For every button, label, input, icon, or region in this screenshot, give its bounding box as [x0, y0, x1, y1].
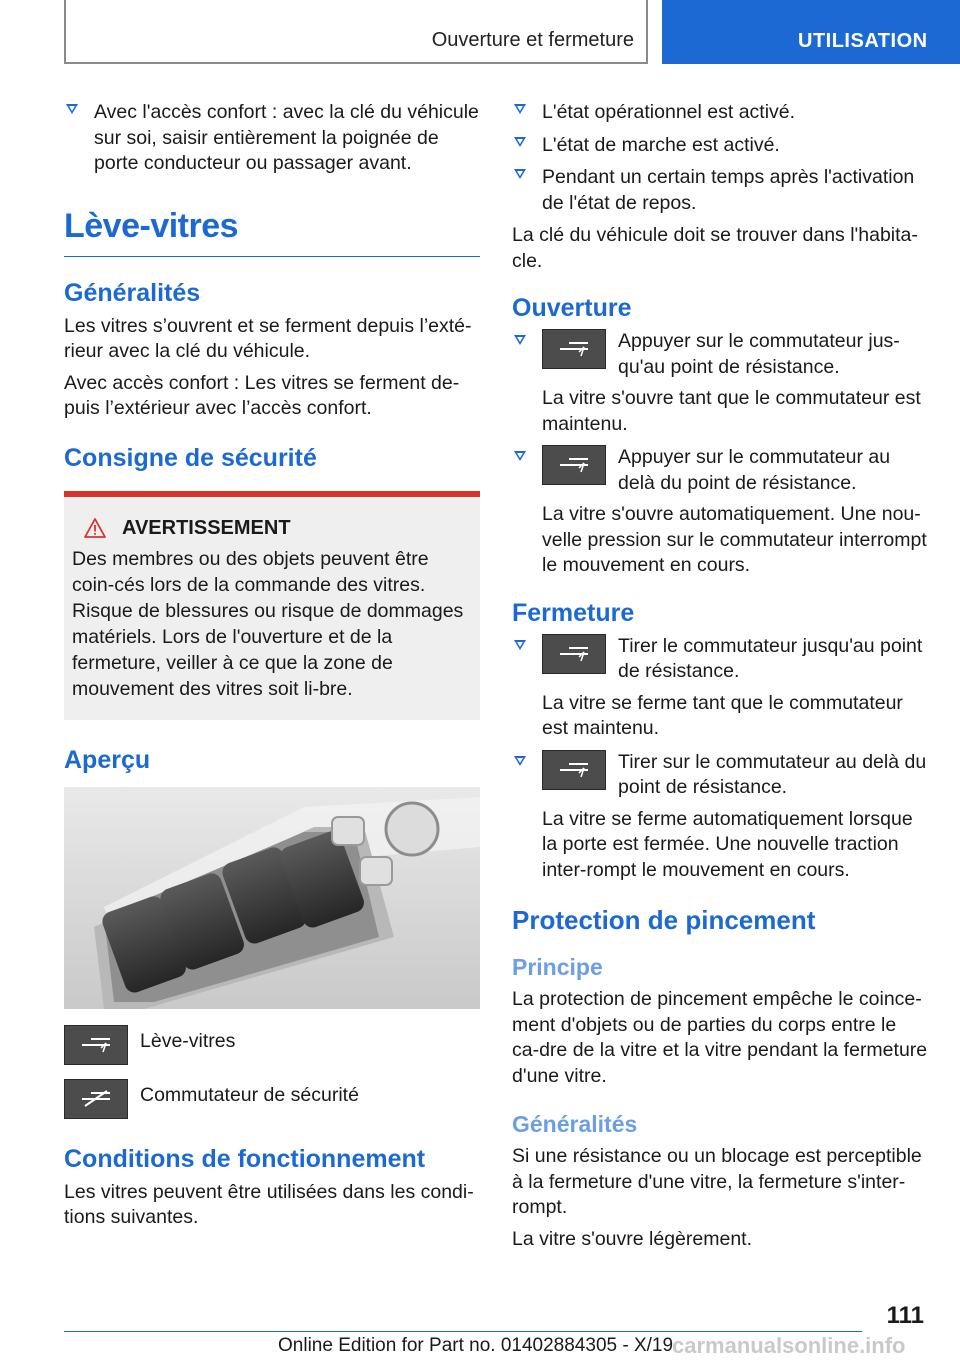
conditions-list — [512, 100, 928, 216]
general-heading: Généralités — [64, 278, 201, 307]
safety-switch-icon — [64, 1079, 128, 1119]
window-switch-icon — [542, 445, 606, 485]
step-action: Tirer sur le commutateur au delà du point de résistance. — [618, 750, 927, 798]
window-switch-icon — [542, 634, 606, 674]
right-general-paragraph-1: Si une résistance ou un blocage est perceptible à la fermeture d'une vitre, la fermeture s'inter-rompt. — [512, 1145, 922, 1218]
intro-list — [64, 100, 480, 177]
window-switch-photo — [64, 787, 480, 1009]
principle-heading: Principe — [512, 954, 603, 980]
step-action: Appuyer sur le commutateur jus-qu'au point de résistance. — [618, 330, 900, 378]
legend-label: Lève-vitres — [140, 1029, 236, 1052]
legend-item-safety-switch — [64, 1079, 480, 1119]
window-switch-icon — [542, 750, 606, 790]
step-result: La vitre se ferme automatiquement lorsque la porte est fermée. Une nouvelle traction inter-rompt le mouvement en cours. — [542, 807, 913, 881]
closing-heading: Fermeture — [512, 598, 635, 627]
step-action: Tirer le commutateur jusqu'au point de résistance. — [618, 634, 923, 682]
bullet-triangle-icon — [514, 451, 526, 461]
legend-label: Commutateur de sécurité — [140, 1083, 359, 1106]
footer-edition: Online Edition for Part no. 01402884305 - X/19 — [278, 1335, 674, 1356]
step-result: La vitre se ferme tant que le commutateur est maintenu. — [542, 691, 903, 739]
footer-divider — [64, 1331, 862, 1332]
step-result: La vitre s'ouvre tant que le commutateur est maintenu. — [542, 387, 921, 435]
step-result: La vitre s'ouvre automatiquement. Une nou-velle pression sur le commutateur interrompt le mouvement en cours. — [542, 503, 927, 576]
bullet-triangle-icon — [514, 640, 526, 650]
list-item: Pendant un certain temps après l'activation de l'état de repos. — [512, 165, 928, 216]
right-general-heading: Généralités — [512, 1111, 638, 1137]
list-item: L'état de marche est activé. — [512, 133, 928, 159]
warning-title: AVERTISSEMENT — [122, 516, 291, 539]
bullet-triangle-icon — [514, 104, 526, 114]
page-title: Lève-vitres — [64, 207, 480, 257]
bullet-triangle-icon — [514, 137, 526, 147]
header-chapter-box — [662, 0, 960, 64]
key-note: La clé du véhicule doit se trouver dans l'habita-cle. — [512, 224, 918, 272]
left-column — [64, 100, 480, 1237]
page-number: 111 — [886, 1302, 924, 1329]
warning-box — [64, 491, 480, 720]
general-paragraph-2: Avec accès confort : Les vitres se ferment de-puis l’extérieur avec l’accès confort. — [64, 371, 460, 419]
header-section-title: Ouverture et fermeture — [431, 29, 634, 51]
bullet-triangle-icon — [66, 104, 78, 114]
watermark: carmanualsonline.info — [672, 1333, 906, 1358]
conditions-paragraph: Les vitres peuvent être utilisées dans les condi-tions suivantes. — [64, 1180, 474, 1228]
closing-step-1 — [512, 634, 928, 742]
step-action: Appuyer sur le commutateur au delà du point de résistance. — [618, 446, 891, 494]
header-chapter-title: UTILISATION — [798, 30, 928, 52]
closing-step-2 — [512, 750, 928, 884]
general-paragraph-1: Les vitres s’ouvrent et se ferment depuis l’exté-rieur avec la clé du véhicule. — [64, 314, 472, 362]
bullet-triangle-icon — [514, 756, 526, 766]
conditions-heading: Conditions de fonctionnement — [64, 1144, 426, 1173]
pinch-heading: Protection de pincement — [512, 905, 816, 935]
opening-heading: Ouverture — [512, 294, 632, 322]
overview-heading: Aperçu — [64, 745, 151, 774]
bullet-triangle-icon — [514, 169, 526, 179]
safety-heading: Consigne de sécurité — [64, 443, 317, 472]
window-switch-icon — [542, 329, 606, 369]
right-general-paragraph-2: La vitre s'ouvre légèrement. — [512, 1227, 753, 1250]
list-item: L'état opérationnel est activé. — [512, 100, 928, 126]
warning-text: Des membres ou des objets peuvent être coin-cés lors de la commande des vitres. Risque de blessures ou risque de dommages matériels. Lors de l'ouverture et de la fermeture, veiller à ce que la zone de mouvement des vitres soit li-bre. — [72, 547, 464, 700]
window-switch-icon — [64, 1025, 128, 1065]
opening-step-1 — [512, 329, 928, 437]
header-section-box — [64, 0, 648, 64]
legend-item-window-switch — [64, 1025, 480, 1065]
right-column — [512, 100, 928, 1258]
list-item: Avec l'accès confort : avec la clé du véhicule sur soi, saisir entièrement la poignée de porte conducteur ou passager avant. — [64, 100, 480, 177]
principle-paragraph: La protection de pincement empêche le coince-ment d'objets ou de parties du corps entre le ca-dre de la vitre et la vitre pendant la fermeture d'une vitre. — [512, 988, 928, 1087]
bullet-triangle-icon — [514, 335, 526, 345]
opening-step-2 — [512, 445, 928, 579]
warning-triangle-icon — [84, 518, 106, 538]
